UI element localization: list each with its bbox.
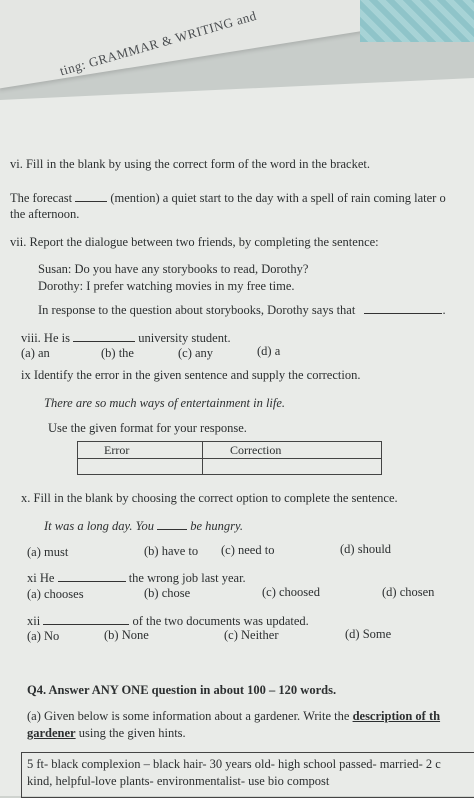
q7-prompt [38, 302, 446, 318]
q12-stem-end: of the two documents was updated. [132, 614, 309, 628]
q11-stem [27, 570, 246, 586]
q6-heading: vi. Fill in the blank by using the correct form of the word in the bracket. [10, 157, 370, 171]
q10-option-c[interactable]: (c) need to [221, 543, 275, 557]
q7-prompt-text: In response to the question about storybooks, Dorothy says that [38, 303, 356, 317]
q11-option-b[interactable]: (b) chose [144, 586, 191, 600]
q11-option-d[interactable]: (d) chosen [382, 585, 435, 599]
q12-option-a[interactable]: (a) No [27, 629, 60, 643]
q6-blank[interactable] [75, 190, 107, 202]
q4-heading: Q4. Answer ANY ONE question in about 100 – 120 words. [27, 683, 337, 697]
q9-sentence: There are so much ways of entertainment in life. [44, 396, 286, 410]
q9-heading: ix Identify the error in the given sentence and supply the correction. [21, 368, 361, 382]
q10-sentence-start: It was a long day. You [44, 519, 154, 533]
q8-option-b[interactable]: (b) the [101, 346, 134, 360]
q10-heading: x. Fill in the blank by choosing the correct option to complete the sentence. [21, 491, 398, 505]
previous-page-header: ting: GRAMMAR & WRITING and [58, 7, 259, 79]
table-header-correction: Correction [230, 443, 282, 457]
q8-option-a[interactable]: (a) an [21, 346, 50, 360]
table-cell-error[interactable] [78, 459, 202, 474]
q4-part-a-text: (a) Given below is some information about a gardener. Write the [27, 709, 350, 723]
table-cell-correction[interactable] [203, 459, 381, 474]
q11-stem-end: the wrong job last year. [128, 571, 246, 585]
q12-option-d[interactable]: (d) Some [345, 627, 392, 641]
q10-option-b[interactable]: (b) have to [144, 544, 199, 558]
q7-susan-line: Susan: Do you have any storybooks to read, Dorothy? [38, 262, 309, 276]
q7-blank[interactable] [364, 302, 442, 314]
q7-dorothy-line: Dorothy: I prefer watching movies in my free time. [38, 279, 295, 293]
q8-option-d[interactable]: (d) a [257, 344, 281, 358]
q4-part-a-line1 [27, 709, 440, 724]
q12-stem-start: xii [27, 614, 41, 628]
q8-option-c[interactable]: (c) any [178, 346, 214, 360]
q10-sentence [44, 518, 243, 534]
q7-end: . [442, 303, 446, 317]
q6-line1 [10, 190, 446, 206]
q9-instruction: Use the given format for your response. [48, 421, 247, 435]
q4-part-a-text-2: using the given hints. [78, 726, 186, 740]
q7-heading: vii. Report the dialogue between two friends, by completing the sentence: [10, 235, 379, 249]
q11-stem-start: xi He [27, 571, 55, 585]
q10-option-a[interactable]: (a) must [27, 545, 69, 559]
q10-option-d[interactable]: (d) should [340, 542, 392, 556]
q11-option-a[interactable]: (a) chooses [27, 587, 84, 601]
hint-line-2: kind, helpful-love plants- environmentalist- use bio compost [27, 774, 330, 788]
q12-option-b[interactable]: (b) None [104, 628, 149, 642]
q4-part-a-underlined: description of th [352, 709, 441, 723]
q6-line1-end: (mention) a quiet start to the day with a spell of rain coming later o [110, 191, 446, 205]
q8-stem-start: viii. He is [21, 331, 70, 345]
table-header-error: Error [104, 443, 130, 457]
q12-blank[interactable] [43, 613, 129, 625]
q12-stem [27, 613, 309, 629]
q10-sentence-end: be hungry. [190, 519, 244, 533]
error-correction-table [77, 441, 382, 475]
q12-option-c[interactable]: (c) Neither [224, 628, 279, 642]
q11-option-c[interactable]: (c) choosed [262, 585, 320, 599]
q11-blank[interactable] [58, 570, 126, 582]
hint-line-1: 5 ft- black complexion – black hair- 30 years old- high school passed- married- 2 c [27, 757, 441, 771]
q4-part-a-line2 [27, 726, 186, 741]
q10-blank[interactable] [157, 518, 187, 530]
q6-line2: the afternoon. [10, 207, 80, 221]
book-cover [360, 0, 474, 42]
q8-stem-end: university student. [138, 331, 231, 345]
q6-line1-start: The forecast [10, 191, 73, 205]
q8-blank[interactable] [73, 330, 135, 342]
q8-stem [21, 330, 231, 346]
q4-part-a-underlined-2: gardener [27, 726, 76, 740]
